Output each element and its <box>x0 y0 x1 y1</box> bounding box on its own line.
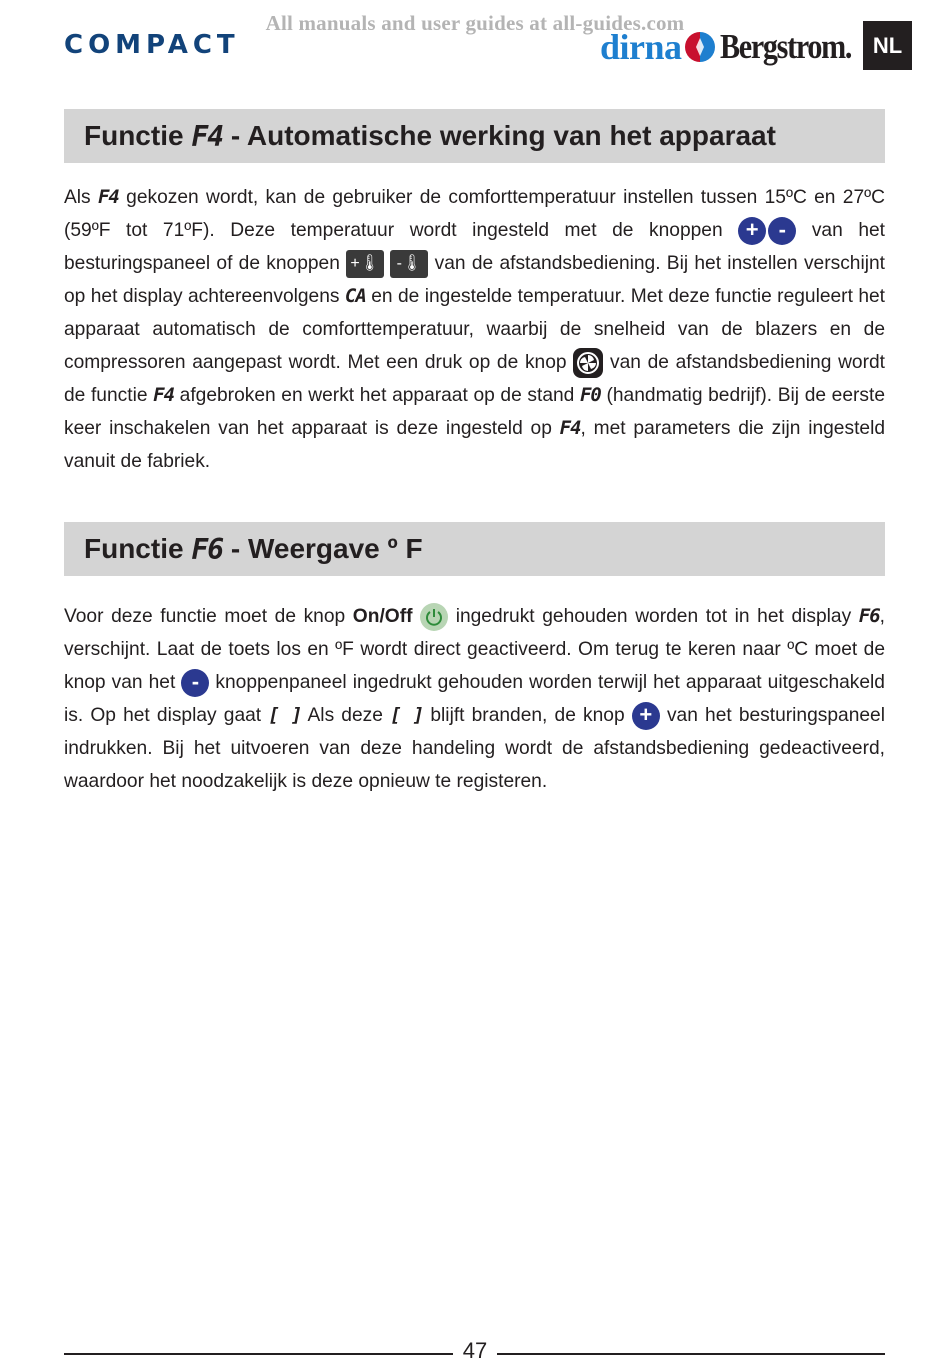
display-code: F4 <box>191 119 224 153</box>
display-code: F6 <box>858 605 880 627</box>
minus-button-icon: - <box>181 669 209 697</box>
display-code: F4 <box>153 384 175 406</box>
section-header-f6 <box>64 522 885 576</box>
display-code: CA <box>344 285 366 307</box>
section-title: Functie F6 - Weergave º F <box>84 532 423 566</box>
section-body-f4: Als F4 gekozen wordt, kan de gebruiker de comforttemperatuur instellen tussen 15ºC en 27ºC (59ºF tot 71ºF). Deze temperatuur wordt ingesteld met de knoppen + - van het besturingspaneel of de knoppen +🌡 -🌡 van de afstandsbediening. Bij het instellen verschijnt op het display achtereenvolgens CA en de ingestelde temperatuur. Met deze functie reguleert het apparaat automatisch de comforttemperatuur, waarbij de snelheid van de blazers en de compressoren aangepast wordt. Met een druk op de knop van de afstandsbediening wordt de functie F4 afgebroken en werkt het apparaat op de stand F0 (handmatig bedrijf). Bij de eerste keer inschakelen van het apparaat is deze ingesteld op F4, met parameters die zijn ingesteld vanuit de fabriek. <box>64 186 886 472</box>
dirna-wordmark: dirna <box>600 27 682 67</box>
remote-minus-thermometer-icon: -🌡 <box>390 250 428 278</box>
power-icon <box>420 603 448 631</box>
language-badge: NL <box>863 21 912 70</box>
watermark: All manuals and user guides at all-guides.com <box>265 11 685 35</box>
bergstrom-emblem-icon <box>684 30 716 64</box>
display-code: F6 <box>191 532 224 566</box>
display-code: F4 <box>97 186 119 208</box>
section-header-f4 <box>64 109 885 163</box>
footer-rule-left <box>64 1353 453 1355</box>
plus-button-icon: + <box>738 217 766 245</box>
display-code: [ ] <box>268 704 302 726</box>
remote-plus-thermometer-icon: +🌡 <box>346 250 384 278</box>
bergstrom-wordmark: Bergstrom. <box>719 27 851 66</box>
compact-logo: COMPACT <box>64 30 240 60</box>
brand-logo <box>600 22 872 72</box>
display-code: [ ] <box>390 704 424 726</box>
fan-icon <box>573 348 603 378</box>
section-title: Functie F4 - Automatische werking van het apparaat <box>84 119 776 153</box>
onoff-label: On/Off <box>352 606 413 627</box>
section-body-f6: Voor deze functie moet de knop On/Off ingedrukt gehouden worden tot in het display F6, verschijnt. Laat de toets los en ºF wordt direct geactiveerd. Om terug te keren naar ºC moet de knop van het - knoppenpaneel ingedrukt gehouden worden terwijl het apparaat uitgeschakeld is. Op het display gaat [ ] Als deze [ ] blijft branden, de knop + van het besturingspaneel indrukken. Bij het uitvoeren van deze handeling wordt de afstandsbediening gedeactiveerd, waardoor het noodzakelijk is deze opnieuw te registeren. <box>64 600 885 798</box>
display-code: F0 <box>579 384 601 406</box>
footer-rule-right <box>497 1353 885 1355</box>
page-number: 47 <box>462 1338 488 1363</box>
display-code: F4 <box>559 417 581 439</box>
plus-button-icon: + <box>632 702 660 730</box>
minus-button-icon: - <box>768 217 796 245</box>
